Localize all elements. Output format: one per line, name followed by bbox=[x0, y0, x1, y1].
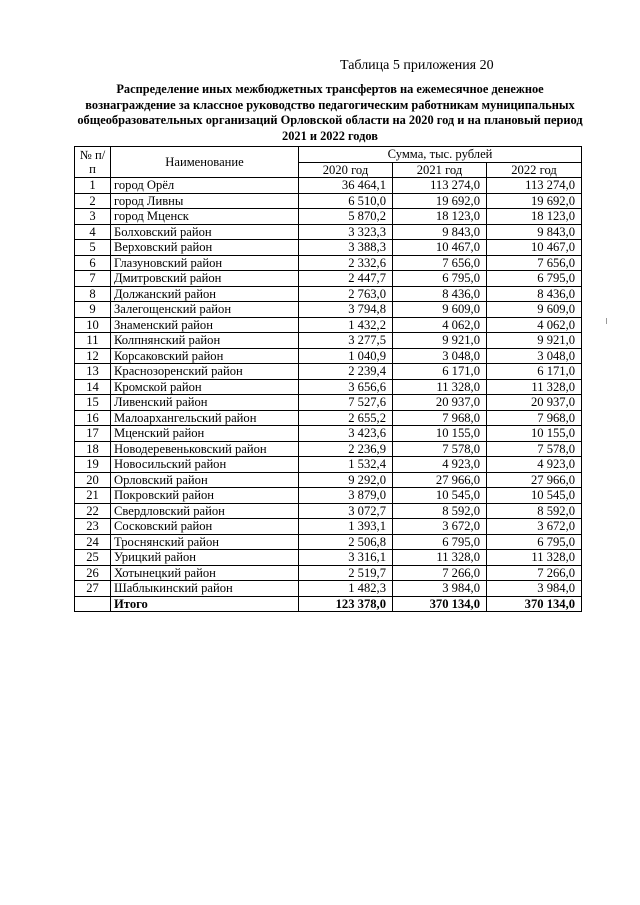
total-value-2020: 123 378,0 bbox=[299, 596, 393, 612]
row-number: 24 bbox=[75, 534, 111, 550]
row-value-2020: 36 464,1 bbox=[299, 178, 393, 194]
row-number: 15 bbox=[75, 395, 111, 411]
row-name: Урицкий район bbox=[111, 550, 299, 566]
row-value-2021: 11 328,0 bbox=[393, 550, 487, 566]
row-number: 26 bbox=[75, 565, 111, 581]
row-name: Верховский район bbox=[111, 240, 299, 256]
row-number: 20 bbox=[75, 472, 111, 488]
row-value-2022: 6 795,0 bbox=[487, 271, 582, 287]
total-number bbox=[75, 596, 111, 612]
table-row bbox=[75, 271, 582, 287]
row-number: 17 bbox=[75, 426, 111, 442]
row-value-2021: 9 921,0 bbox=[393, 333, 487, 349]
row-value-2020: 5 870,2 bbox=[299, 209, 393, 225]
row-value-2020: 3 072,7 bbox=[299, 503, 393, 519]
row-number: 6 bbox=[75, 255, 111, 271]
table-row bbox=[75, 193, 582, 209]
table-row bbox=[75, 488, 582, 504]
row-value-2022: 6 795,0 bbox=[487, 534, 582, 550]
row-value-2021: 3 984,0 bbox=[393, 581, 487, 597]
row-value-2020: 3 656,6 bbox=[299, 379, 393, 395]
row-value-2020: 3 277,5 bbox=[299, 333, 393, 349]
row-value-2022: 3 984,0 bbox=[487, 581, 582, 597]
row-name: Ливенский район bbox=[111, 395, 299, 411]
row-value-2021: 7 578,0 bbox=[393, 441, 487, 457]
row-value-2021: 113 274,0 bbox=[393, 178, 487, 194]
table-row bbox=[75, 457, 582, 473]
row-value-2022: 9 609,0 bbox=[487, 302, 582, 318]
row-name: Новодеревеньковский район bbox=[111, 441, 299, 457]
row-value-2022: 9 843,0 bbox=[487, 224, 582, 240]
row-value-2022: 8 436,0 bbox=[487, 286, 582, 302]
row-value-2021: 4 062,0 bbox=[393, 317, 487, 333]
row-value-2020: 2 506,8 bbox=[299, 534, 393, 550]
row-value-2022: 7 266,0 bbox=[487, 565, 582, 581]
row-name: Сосковский район bbox=[111, 519, 299, 535]
row-value-2020: 2 447,7 bbox=[299, 271, 393, 287]
row-number: 8 bbox=[75, 286, 111, 302]
row-value-2020: 1 482,3 bbox=[299, 581, 393, 597]
row-value-2020: 9 292,0 bbox=[299, 472, 393, 488]
table-row bbox=[75, 565, 582, 581]
table-row bbox=[75, 379, 582, 395]
row-value-2020: 2 239,4 bbox=[299, 364, 393, 380]
row-value-2020: 2 655,2 bbox=[299, 410, 393, 426]
row-name: город Мценск bbox=[111, 209, 299, 225]
row-value-2022: 113 274,0 bbox=[487, 178, 582, 194]
total-label: Итого bbox=[111, 596, 299, 612]
row-number: 19 bbox=[75, 457, 111, 473]
row-value-2022: 6 171,0 bbox=[487, 364, 582, 380]
row-value-2021: 8 436,0 bbox=[393, 286, 487, 302]
scan-mark bbox=[606, 318, 607, 324]
row-value-2021: 19 692,0 bbox=[393, 193, 487, 209]
row-value-2021: 7 266,0 bbox=[393, 565, 487, 581]
table-row bbox=[75, 348, 582, 364]
row-value-2022: 7 578,0 bbox=[487, 441, 582, 457]
row-value-2022: 4 062,0 bbox=[487, 317, 582, 333]
row-value-2020: 1 040,9 bbox=[299, 348, 393, 364]
row-name: Хотынецкий район bbox=[111, 565, 299, 581]
row-name: Орловский район bbox=[111, 472, 299, 488]
row-name: Малоархангельский район bbox=[111, 410, 299, 426]
row-value-2022: 3 672,0 bbox=[487, 519, 582, 535]
total-value-2021: 370 134,0 bbox=[393, 596, 487, 612]
row-value-2021: 7 656,0 bbox=[393, 255, 487, 271]
row-name: Свердловский район bbox=[111, 503, 299, 519]
row-value-2020: 3 316,1 bbox=[299, 550, 393, 566]
row-value-2020: 2 519,7 bbox=[299, 565, 393, 581]
table-row bbox=[75, 472, 582, 488]
row-number: 25 bbox=[75, 550, 111, 566]
table-row bbox=[75, 255, 582, 271]
table-row bbox=[75, 395, 582, 411]
table-body bbox=[75, 178, 582, 612]
table-row bbox=[75, 581, 582, 597]
row-number: 12 bbox=[75, 348, 111, 364]
row-value-2021: 20 937,0 bbox=[393, 395, 487, 411]
row-name: Болховский район bbox=[111, 224, 299, 240]
row-value-2021: 10 467,0 bbox=[393, 240, 487, 256]
document-title: Распределение иных межбюджетных трансфертов на ежемесячное денежное вознаграждение за классное руководство педагогическим работникам муниципальных общеобразовательных организаций Орловской области на 2020 год и на плановый период 2021 и 2022 годов bbox=[77, 82, 583, 143]
distribution-table bbox=[74, 146, 582, 612]
table-caption: Таблица 5 приложения 20 bbox=[340, 58, 494, 73]
row-number: 18 bbox=[75, 441, 111, 457]
row-value-2022: 11 328,0 bbox=[487, 550, 582, 566]
row-value-2020: 3 423,6 bbox=[299, 426, 393, 442]
row-value-2022: 27 966,0 bbox=[487, 472, 582, 488]
row-value-2021: 11 328,0 bbox=[393, 379, 487, 395]
row-number: 3 bbox=[75, 209, 111, 225]
row-value-2020: 7 527,6 bbox=[299, 395, 393, 411]
row-value-2020: 1 532,4 bbox=[299, 457, 393, 473]
row-value-2022: 11 328,0 bbox=[487, 379, 582, 395]
row-value-2022: 9 921,0 bbox=[487, 333, 582, 349]
header-number: № п/п bbox=[75, 147, 111, 178]
table-row bbox=[75, 240, 582, 256]
row-name: Знаменский район bbox=[111, 317, 299, 333]
row-name: Корсаковский район bbox=[111, 348, 299, 364]
table-row bbox=[75, 503, 582, 519]
row-name: Дмитровский район bbox=[111, 271, 299, 287]
row-value-2022: 10 467,0 bbox=[487, 240, 582, 256]
row-number: 7 bbox=[75, 271, 111, 287]
total-value-2022: 370 134,0 bbox=[487, 596, 582, 612]
row-name: Колпнянский район bbox=[111, 333, 299, 349]
row-value-2022: 19 692,0 bbox=[487, 193, 582, 209]
row-value-2020: 2 236,9 bbox=[299, 441, 393, 457]
row-value-2021: 3 672,0 bbox=[393, 519, 487, 535]
row-value-2021: 18 123,0 bbox=[393, 209, 487, 225]
row-value-2021: 6 795,0 bbox=[393, 534, 487, 550]
table-row bbox=[75, 519, 582, 535]
row-name: Новосильский район bbox=[111, 457, 299, 473]
row-number: 10 bbox=[75, 317, 111, 333]
row-value-2021: 10 545,0 bbox=[393, 488, 487, 504]
row-value-2020: 3 794,8 bbox=[299, 302, 393, 318]
row-name: Краснозоренский район bbox=[111, 364, 299, 380]
table-row bbox=[75, 209, 582, 225]
row-value-2022: 3 048,0 bbox=[487, 348, 582, 364]
row-value-2022: 10 155,0 bbox=[487, 426, 582, 442]
row-value-2020: 2 332,6 bbox=[299, 255, 393, 271]
row-name: город Ливны bbox=[111, 193, 299, 209]
row-number: 14 bbox=[75, 379, 111, 395]
table-row bbox=[75, 224, 582, 240]
table-row bbox=[75, 333, 582, 349]
row-name: Мценский район bbox=[111, 426, 299, 442]
table-row bbox=[75, 286, 582, 302]
row-name: Троснянский район bbox=[111, 534, 299, 550]
table-row bbox=[75, 302, 582, 318]
row-name: Шаблыкинский район bbox=[111, 581, 299, 597]
row-number: 4 bbox=[75, 224, 111, 240]
header-name: Наименование bbox=[111, 147, 299, 178]
row-value-2020: 3 388,3 bbox=[299, 240, 393, 256]
table-row bbox=[75, 441, 582, 457]
header-year-2020: 2020 год bbox=[299, 162, 393, 178]
table-row bbox=[75, 550, 582, 566]
row-value-2021: 3 048,0 bbox=[393, 348, 487, 364]
row-value-2022: 18 123,0 bbox=[487, 209, 582, 225]
row-value-2021: 9 843,0 bbox=[393, 224, 487, 240]
row-number: 22 bbox=[75, 503, 111, 519]
row-value-2021: 9 609,0 bbox=[393, 302, 487, 318]
row-number: 9 bbox=[75, 302, 111, 318]
row-name: Покровский район bbox=[111, 488, 299, 504]
row-number: 1 bbox=[75, 178, 111, 194]
row-value-2021: 4 923,0 bbox=[393, 457, 487, 473]
row-name: Кромской район bbox=[111, 379, 299, 395]
row-value-2022: 7 968,0 bbox=[487, 410, 582, 426]
row-value-2020: 6 510,0 bbox=[299, 193, 393, 209]
row-value-2022: 10 545,0 bbox=[487, 488, 582, 504]
row-value-2021: 6 795,0 bbox=[393, 271, 487, 287]
table-total-row bbox=[75, 596, 582, 612]
table-row bbox=[75, 317, 582, 333]
row-value-2020: 3 879,0 bbox=[299, 488, 393, 504]
table-row bbox=[75, 410, 582, 426]
row-number: 23 bbox=[75, 519, 111, 535]
row-value-2021: 6 171,0 bbox=[393, 364, 487, 380]
row-name: Залегощенский район bbox=[111, 302, 299, 318]
row-value-2020: 3 323,3 bbox=[299, 224, 393, 240]
row-name: город Орёл bbox=[111, 178, 299, 194]
row-value-2022: 20 937,0 bbox=[487, 395, 582, 411]
row-number: 13 bbox=[75, 364, 111, 380]
table-row bbox=[75, 178, 582, 194]
row-value-2020: 1 393,1 bbox=[299, 519, 393, 535]
row-value-2021: 7 968,0 bbox=[393, 410, 487, 426]
row-value-2020: 2 763,0 bbox=[299, 286, 393, 302]
table-row bbox=[75, 534, 582, 550]
table-row bbox=[75, 426, 582, 442]
row-value-2021: 8 592,0 bbox=[393, 503, 487, 519]
header-sum: Сумма, тыс. рублей bbox=[299, 147, 582, 163]
row-value-2022: 4 923,0 bbox=[487, 457, 582, 473]
row-value-2021: 27 966,0 bbox=[393, 472, 487, 488]
row-number: 21 bbox=[75, 488, 111, 504]
row-value-2022: 7 656,0 bbox=[487, 255, 582, 271]
row-number: 5 bbox=[75, 240, 111, 256]
row-number: 2 bbox=[75, 193, 111, 209]
row-value-2021: 10 155,0 bbox=[393, 426, 487, 442]
row-value-2020: 1 432,2 bbox=[299, 317, 393, 333]
row-number: 11 bbox=[75, 333, 111, 349]
row-value-2022: 8 592,0 bbox=[487, 503, 582, 519]
table-row bbox=[75, 364, 582, 380]
header-year-2022: 2022 год bbox=[487, 162, 582, 178]
row-number: 16 bbox=[75, 410, 111, 426]
row-number: 27 bbox=[75, 581, 111, 597]
row-name: Глазуновский район bbox=[111, 255, 299, 271]
header-year-2021: 2021 год bbox=[393, 162, 487, 178]
row-name: Должанский район bbox=[111, 286, 299, 302]
